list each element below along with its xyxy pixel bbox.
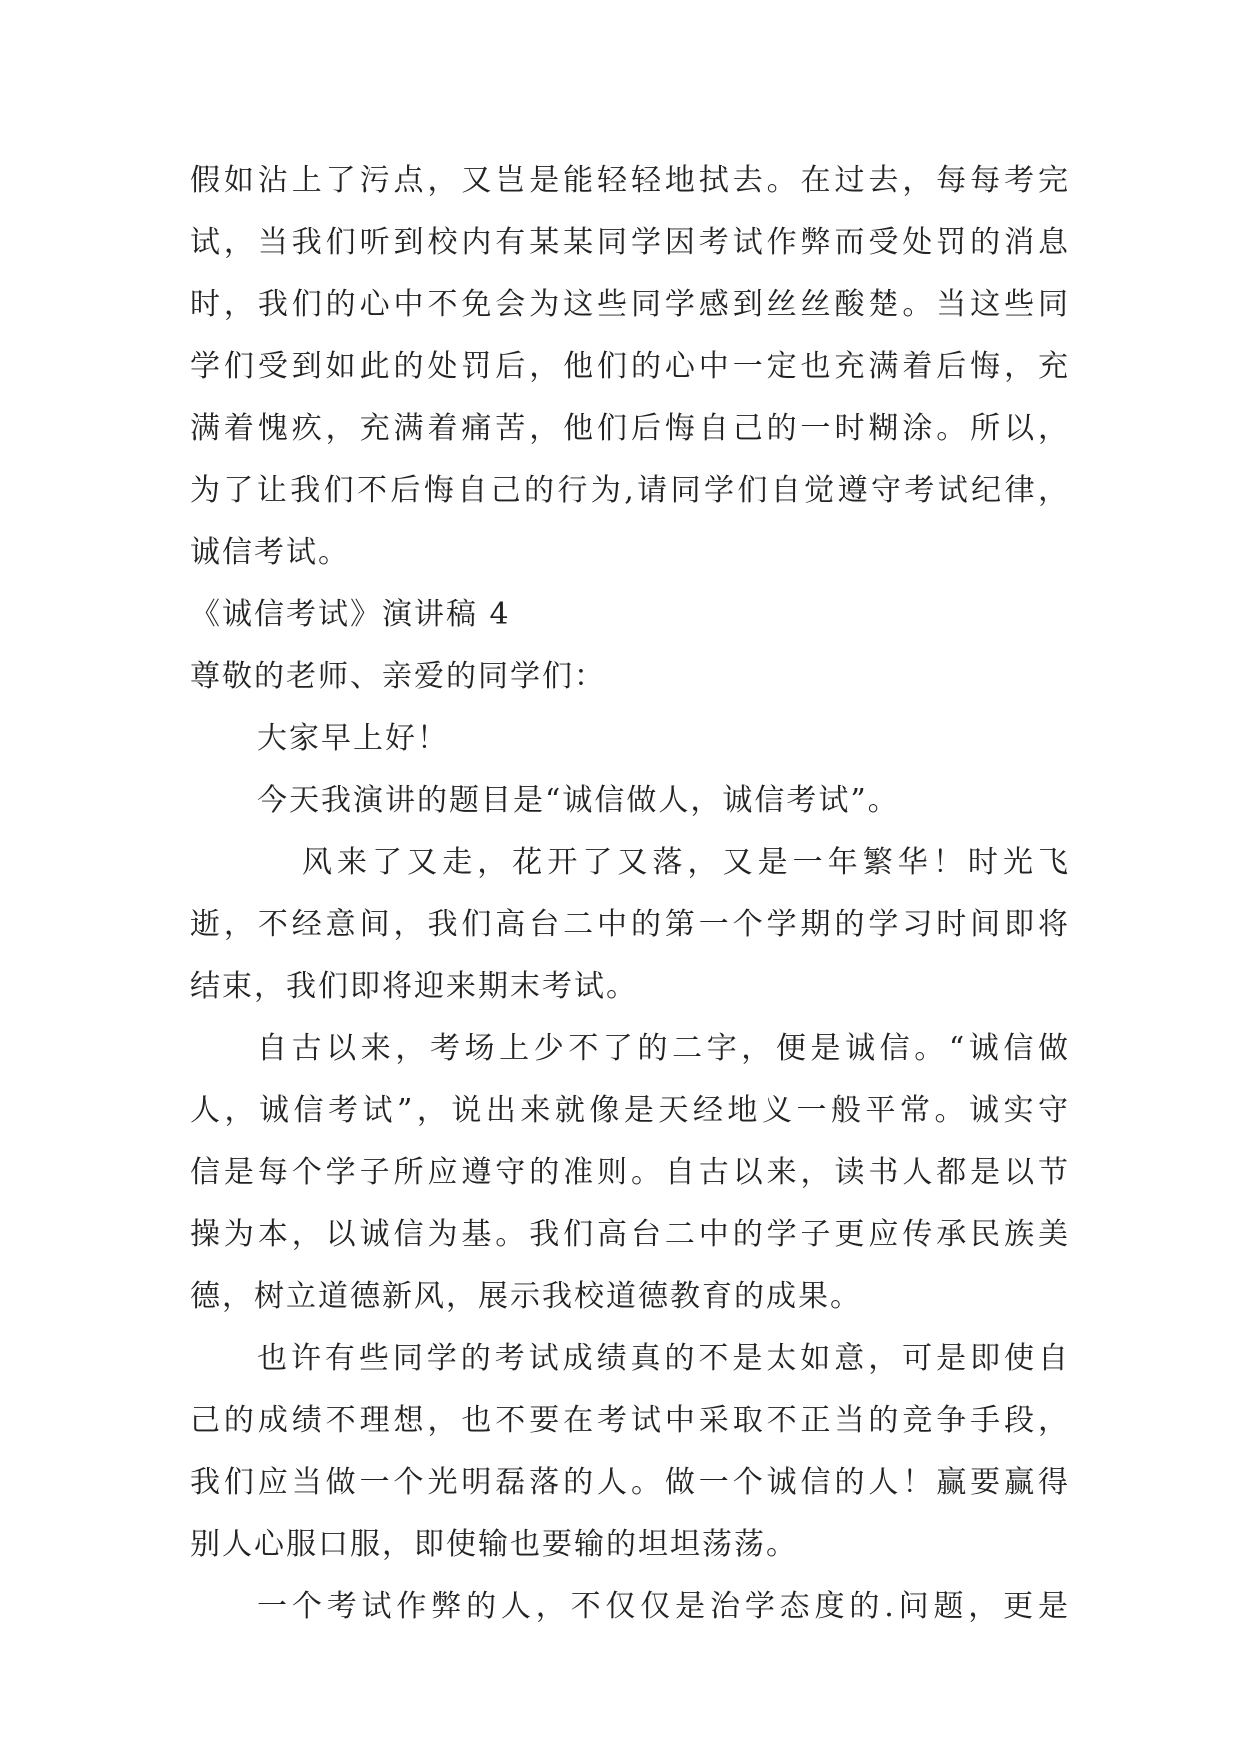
paragraph-line: 风来了又走，花开了又落，又是一年繁华！时光飞 xyxy=(302,845,1070,880)
paragraph-line: 也许有些同学的考试成绩真的不是太如意，可是即使自 xyxy=(257,1341,1070,1376)
salutation: 尊敬的老师、亲爱的同学们： xyxy=(190,659,606,694)
paragraph-line: 操为本，以诚信为基。我们高台二中的学子更应传承民族美 xyxy=(190,1217,1070,1252)
greeting: 大家早上好！ xyxy=(257,721,449,756)
paragraph-line: 德，树立道德新风，展示我校道德教育的成果。 xyxy=(190,1279,862,1314)
paragraph-line: 满着愧疚，充满着痛苦，他们后悔自己的一时糊涂。所以， xyxy=(190,411,1070,446)
paragraph-line: 己的成绩不理想，也不要在考试中采取不正当的竞争手段， xyxy=(190,1403,1070,1438)
paragraph-line: 一个考试作弊的人，不仅仅是治学态度的.问题，更是 xyxy=(257,1589,1070,1624)
paragraph-line: 人，诚信考试”，说出来就像是天经地义一般平常。诚实守 xyxy=(190,1093,1070,1128)
speech-topic: 今天我演讲的题目是“诚信做人，诚信考试”。 xyxy=(257,783,900,818)
paragraph-line: 时，我们的心中不免会为这些同学感到丝丝酸楚。当这些同 xyxy=(190,287,1070,322)
paragraph-line: 学们受到如此的处罚后，他们的心中一定也充满着后悔，充 xyxy=(190,349,1070,384)
section-heading: 《诚信考试》演讲稿 4 xyxy=(190,597,511,632)
paragraph-line: 别人心服口服，即使输也要输的坦坦荡荡。 xyxy=(190,1527,798,1562)
paragraph-line: 结束，我们即将迎来期末考试。 xyxy=(190,969,638,1004)
paragraph-line: 信是每个学子所应遵守的准则。自古以来，读书人都是以节 xyxy=(190,1155,1070,1190)
paragraph-line: 自古以来，考场上少不了的二字，便是诚信。“诚信做 xyxy=(257,1031,1070,1066)
paragraph-line: 假如沾上了污点，又岂是能轻轻地拭去。在过去，每每考完 xyxy=(190,163,1070,198)
paragraph-line: 试，当我们听到校内有某某同学因考试作弊而受处罚的消息 xyxy=(190,225,1070,260)
paragraph-line: 诚信考试。 xyxy=(190,535,350,570)
paragraph-line: 我们应当做一个光明磊落的人。做一个诚信的人！赢要赢得 xyxy=(190,1465,1070,1500)
paragraph-line: 逝，不经意间，我们高台二中的第一个学期的学习时间即将 xyxy=(190,907,1070,942)
paragraph-line: 为了让我们不后悔自己的行为,请同学们自觉遵守考试纪律， xyxy=(190,473,1070,508)
